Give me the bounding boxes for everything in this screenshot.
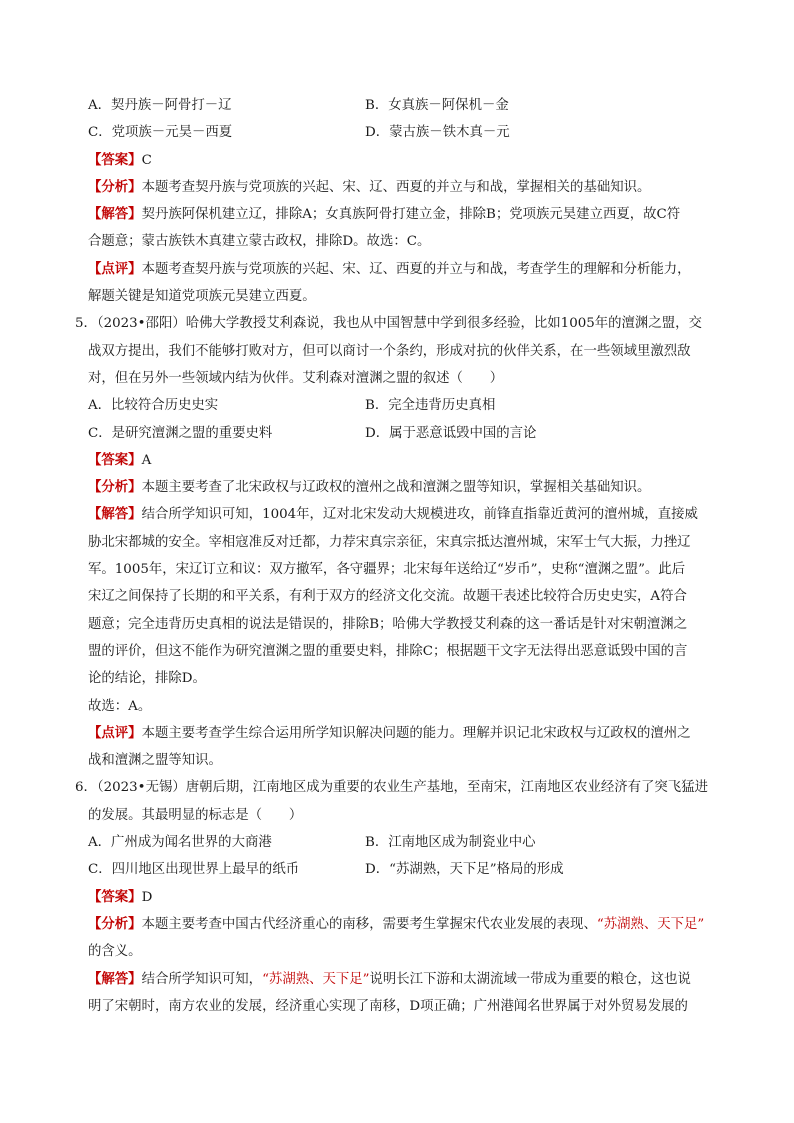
analysis-highlight: “苏湖熟、天下足” (596, 916, 705, 932)
solution-line (88, 966, 728, 993)
options-row (88, 119, 728, 146)
solution-line: 题意；完全违背历史真相的说法是错误的，排除B；哈佛大学教授艾利森的这一番话是针对宋朝澶渊之 (88, 616, 688, 632)
question-stem-line: 战双方提出，我们不能够打败对方，但可以商讨一个条约，形成对抗的伙伴关系，在一些领域里激烈敌 (88, 343, 691, 359)
option-b: B．女真族－阿保机－金 (365, 98, 509, 113)
solution-tag: 【解答】 (88, 970, 142, 987)
answer-tag: 【答案】 (88, 451, 142, 468)
solution-line: 胁北宋都城的安全。宰相寇准反对迁都，力荐宋真宗亲征，宋真宗抵达澶州城，宋军士气大振，力挫辽 (88, 534, 691, 550)
comment-tag: 【点评】 (88, 260, 142, 277)
solution-text: 结合所学知识可知， (141, 971, 263, 987)
question-stem-line: 对，但在另外一些领域内结为伙伴。艾利森对澶渊之盟的叙述（ ） (88, 370, 504, 386)
question-stem-line: 6．（2023•无锡）唐朝后期，江南地区成为重要的农业生产基地，至南宋，江南地区农业经济有了突飞猛进 (75, 780, 708, 796)
analysis-tag: 【分析】 (88, 479, 142, 496)
analysis-line (88, 474, 728, 501)
solution-line: 合题意；蒙古族铁木真建立蒙古政权，排除D。故选：C。 (88, 234, 431, 250)
solution-line: 盟的评价，但这不能作为研究澶渊之盟的重要史料，排除C；根据题干文字无法得出恶意诋毁中国的言 (88, 643, 688, 659)
solution-tag: 【解答】 (88, 506, 142, 523)
option-c: C．四川地区出现世界上最早的纸币 (88, 862, 300, 878)
solution-line: 明了宋朝时，南方农业的发展，经济重心实现了南移，D项正确；广州港闻名世界属于对外贸易发展的 (88, 998, 688, 1014)
answer-line (88, 447, 728, 474)
solution-line: 论的结论，排除D。 (88, 671, 206, 687)
option-b: B．完全违背历史真相 (365, 398, 496, 414)
options-row (88, 856, 728, 883)
solution-line: 军。1005年，宋辽订立和议：双方撤军，各守疆界；北宋每年送给辽“岁币”，史称“澶渊之盟”。此后 (88, 562, 686, 578)
answer-value: D (141, 889, 153, 905)
analysis-tag: 【分析】 (88, 178, 142, 195)
comment-line (88, 720, 728, 747)
document-content (75, 92, 728, 1020)
question-6-stem (75, 774, 728, 829)
option-d: D．蒙古族－铁木真－元 (365, 125, 510, 141)
comment-tag: 【点评】 (88, 724, 142, 741)
question-stem-line: 的发展。其最明显的标志是（ ） (88, 807, 303, 823)
analysis-line: 的含义。 (88, 944, 142, 960)
option-b: B．江南地区成为制瓷业中心 (365, 835, 536, 851)
solution-highlight: “苏湖熟、天下足” (262, 971, 370, 987)
solution-text: 契丹族阿保机建立辽，排除A；女真族阿骨打建立金，排除B；党项族元昊建立西夏，故C符 (141, 207, 681, 223)
options-row (88, 829, 728, 856)
option-d: D．属于恶意诋毁中国的言论 (365, 425, 537, 441)
analysis-text: 本题主要考查中国古代经济重心的南移，需要考生掌握宋代农业发展的表现、 (141, 916, 597, 932)
analysis-line (88, 174, 728, 201)
comment-line (88, 256, 728, 283)
analysis-text: 本题主要考查了北宋政权与辽政权的澶州之战和澶渊之盟等知识，掌握相关基础知识。 (141, 480, 651, 496)
answer-line (88, 147, 728, 174)
solution-text: 结合所学知识可知，1004年，辽对北宋发动大规模进攻，前锋直指靠近黄河的澶州城，直接威 (141, 507, 698, 523)
solution-line: 宋辽之间保持了长期的和平关系，有利于双方的经济文化交流。故题干表述比较符合历史史实，A符合 (88, 589, 687, 605)
solution-tag: 【解答】 (88, 206, 142, 223)
comment-line: 解题关键是知道党项族元昊建立西夏。 (88, 289, 316, 305)
comment-text: 本题主要考查学生综合运用所学知识解决问题的能力。理解并识记北宋政权与辽政权的澶州之 (141, 725, 691, 741)
options-row (88, 392, 728, 419)
option-a: A．广州成为闻名世界的大商港 (88, 835, 272, 851)
options-row (88, 92, 728, 119)
answer-line (88, 884, 728, 911)
answer-value: A (141, 452, 152, 468)
solution-text: 说明长江下游和太湖流域一带成为重要的粮仓，这也说 (369, 971, 691, 987)
option-d: D．“苏湖熟，天下足”格局的形成 (365, 862, 564, 878)
option-a: A．契丹族－阿骨打－辽 (88, 98, 232, 113)
analysis-line (88, 911, 728, 938)
analysis-tag: 【分析】 (88, 915, 142, 932)
answer-tag: 【答案】 (88, 888, 142, 905)
question-5-stem (75, 310, 728, 392)
solution-line (88, 501, 728, 528)
analysis-text: 本题考查契丹族与党项族的兴起、宋、辽、西夏的并立与和战，掌握相关的基础知识。 (141, 179, 651, 195)
comment-text: 本题考查契丹族与党项族的兴起、宋、辽、西夏的并立与和战，考查学生的理解和分析能力， (141, 261, 691, 277)
answer-tag: 【答案】 (88, 151, 142, 168)
answer-value: C (141, 152, 152, 168)
question-stem-line: 5．（2023•邵阳）哈佛大学教授艾利森说，我也从中国智慧中学到很多经验，比如1005年的澶渊之盟，交 (75, 316, 702, 332)
option-c: C．是研究澶渊之盟的重要史料 (88, 425, 273, 441)
option-a: A．比较符合历史史实 (88, 398, 219, 414)
solution-line (88, 201, 728, 228)
comment-line: 战和澶渊之盟等知识。 (88, 753, 222, 769)
solution-line: 故选：A。 (88, 698, 152, 714)
option-c: C．党项族－元昊－西夏 (88, 125, 233, 141)
options-row (88, 420, 728, 447)
